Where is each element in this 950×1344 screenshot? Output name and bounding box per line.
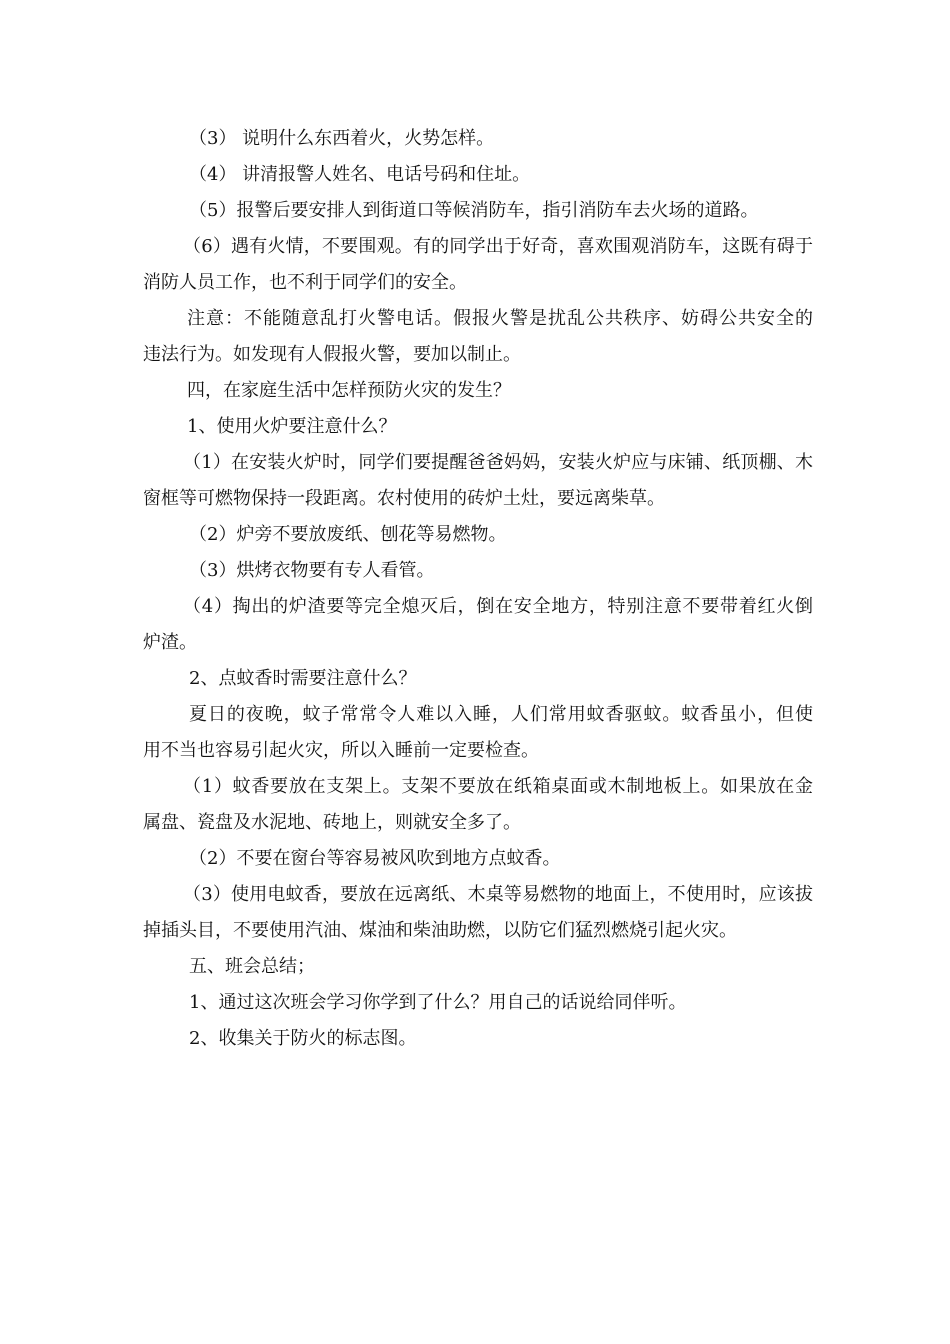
stove-item-1-line-2: 窗框等可燃物保持一段距离。农村使用的砖炉土灶，要远离柴草。: [143, 488, 665, 509]
item-6-paragraph-line-2: 消防人员工作，也不利于同学们的安全。: [143, 272, 467, 293]
mosquito-item-2: （2）不要在窗台等容易被风吹到地方点蚊香。: [189, 848, 561, 869]
item-3-paragraph: （3） 说明什么东西着火，火势怎样。: [189, 128, 495, 149]
summary-item-1: 1、通过这次班会学习你学到了什么？用自己的话说给同伴听。: [189, 992, 687, 1013]
mosquito-item-1-line-1: （1）蚊香要放在支架上。支架不要放在纸箱桌面或木制地板上。如果放在金: [183, 776, 813, 797]
stove-item-4-line-2: 炉渣。: [143, 632, 197, 653]
item-5-paragraph: （5）报警后要安排人到街道口等候消防车，指引消防车去火场的道路。: [189, 200, 759, 221]
subsection-1-heading: 1、使用火炉要注意什么？: [187, 416, 397, 437]
note-paragraph-line-1: 注意：不能随意乱打火警电话。假报火警是扰乱公共秩序、妨碍公共安全的: [187, 308, 813, 329]
stove-item-4-line-1: （4）掏出的炉渣要等完全熄灭后，倒在安全地方，特别注意不要带着红火倒: [183, 596, 813, 617]
mosquito-item-3-line-1: （3）使用电蚊香，要放在远离纸、木桌等易燃物的地面上，不使用时，应该拔: [183, 884, 813, 905]
mosquito-intro-line-2: 用不当也容易引起火灾，所以入睡前一定要检查。: [143, 740, 539, 761]
item-4-paragraph: （4） 讲清报警人姓名、电话号码和住址。: [189, 164, 531, 185]
stove-item-3: （3）烘烤衣物要有专人看管。: [189, 560, 435, 581]
subsection-2-heading: 2、点蚊香时需要注意什么？: [189, 668, 417, 689]
summary-item-2: 2、收集关于防火的标志图。: [189, 1028, 417, 1049]
mosquito-item-1-line-2: 属盘、瓷盘及水泥地、砖地上，则就安全多了。: [143, 812, 521, 833]
mosquito-intro-line-1: 夏日的夜晚，蚊子常常令人难以入睡，人们常用蚊香驱蚊。蚊香虽小，但使: [189, 704, 813, 725]
item-6-paragraph-line-1: （6）遇有火情，不要围观。有的同学出于好奇，喜欢围观消防车，这既有碍于: [183, 236, 813, 257]
note-paragraph-line-2: 违法行为。如发现有人假报火警，要加以制止。: [143, 344, 521, 365]
section-5-heading: 五、班会总结；: [189, 956, 315, 977]
stove-item-2: （2）炉旁不要放废纸、刨花等易燃物。: [189, 524, 507, 545]
document-body: [143, 121, 813, 1057]
stove-item-1-line-1: （1）在安装火炉时，同学们要提醒爸爸妈妈，安装火炉应与床铺、纸顶棚、木: [183, 452, 813, 473]
mosquito-item-3-line-2: 掉插头目，不要使用汽油、煤油和柴油助燃，以防它们猛烈燃烧引起火灾。: [143, 920, 737, 941]
section-4-heading: 四，在家庭生活中怎样预防火灾的发生？: [187, 380, 511, 401]
